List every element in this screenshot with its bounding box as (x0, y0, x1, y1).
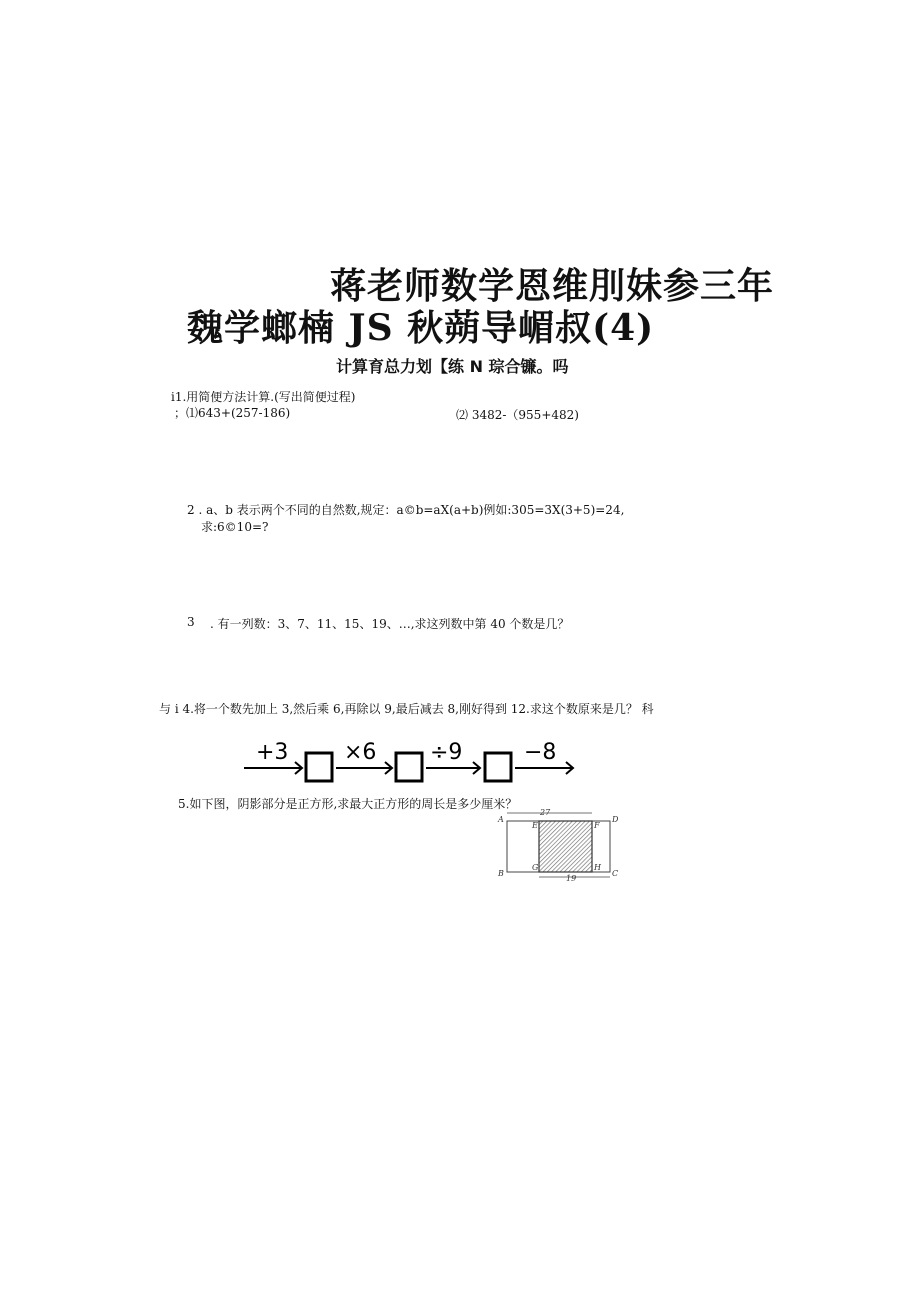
q1-part1: ；⑴643+(257-186) (174, 406, 291, 420)
q1-prompt: i1.用简便方法计算.(写出简便过程) (171, 390, 356, 404)
label-g: G (532, 863, 539, 872)
title-line-2: 魏学螂楠 JS 秋蒴导嵋叔(4) (187, 307, 655, 349)
flow-op-1: +3 (256, 740, 289, 765)
label-b: B (498, 869, 504, 878)
label-e: E (532, 821, 538, 830)
label-h: H (594, 863, 601, 872)
q1-part2: ⑵ 3482-（955+482) (456, 408, 579, 422)
label-a: A (498, 815, 504, 824)
label-d: D (612, 815, 619, 824)
subtitle: 计算育总力划【练 N 琮合镰。吗 (336, 357, 569, 376)
q2-line1: 2 . a、b 表示两个不同的自然数,规定：a©b=aX(a+b)例如:305=3X(3+5)=24, (187, 503, 625, 517)
flow-op-2: ×6 (344, 740, 377, 765)
label-bottom-length: 19 (566, 874, 577, 882)
title-line-1: 蒋老师数学恩维刖妹参三年 (330, 265, 775, 307)
q5-square-figure (496, 808, 622, 882)
q3-number: 3 (187, 615, 195, 629)
q3-text: . 有一列数：3、7、11、15、19、…,求这列数中第 40 个数是几？ (210, 617, 570, 631)
flow-op-4: −8 (524, 740, 557, 765)
label-f: F (594, 821, 600, 830)
q2-line2: 求:6©10=? (201, 520, 269, 534)
q5-text: 5.如下图，阴影部分是正方形,求最大正方形的周长是多少厘米？ (178, 797, 518, 811)
flow-op-3: ÷9 (430, 740, 463, 765)
label-top-length: 27 (540, 808, 551, 817)
label-c: C (612, 869, 619, 878)
q4-flow-diagram (240, 735, 580, 785)
q4-text: 与 i 4.将一个数先加上 3,然后乘 6,再除以 9,最后减去 8,刚好得到 12.求这个数原来是几？ 科 (159, 702, 654, 716)
